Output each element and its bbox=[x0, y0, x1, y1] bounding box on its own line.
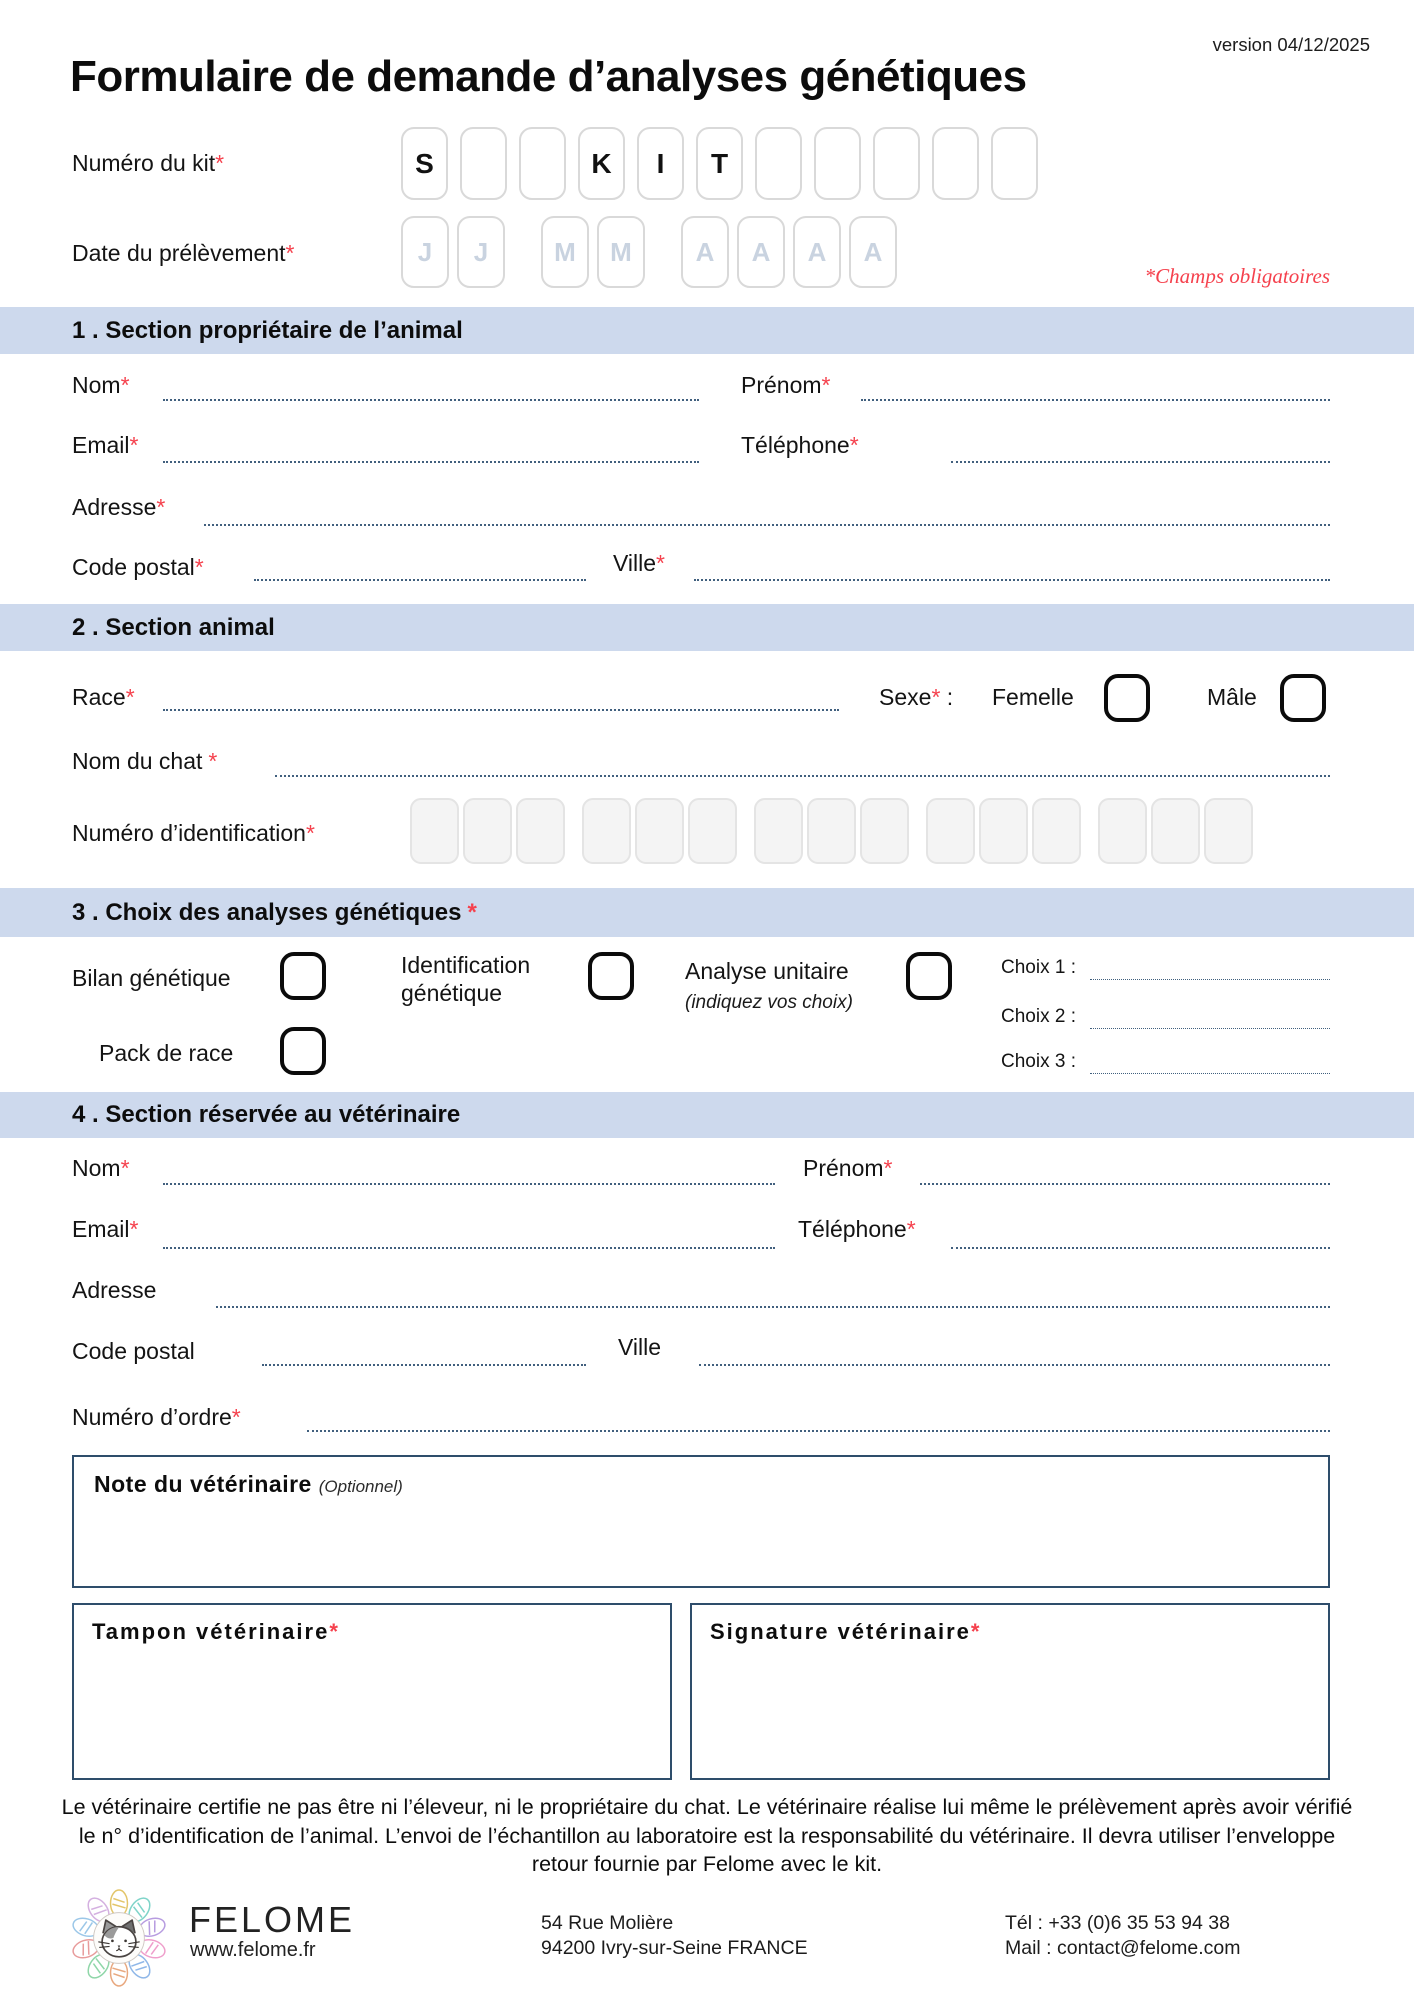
id-cell[interactable] bbox=[410, 798, 459, 864]
sexe-label: Sexe* : bbox=[879, 684, 954, 710]
vet-code-postal-field[interactable] bbox=[262, 1364, 586, 1366]
date-cell-year[interactable]: A bbox=[737, 216, 785, 288]
analyse-unitaire-checkbox[interactable] bbox=[906, 952, 952, 1000]
analyse-unitaire-label: Analyse unitaire bbox=[685, 958, 849, 984]
section-1-title: 1 . Section propriétaire de l’animal bbox=[72, 316, 463, 344]
footer-email: Mail : contact@felome.com bbox=[1005, 1937, 1241, 1959]
nom-chat-label: Nom du chat * bbox=[72, 748, 218, 774]
id-group-5 bbox=[1098, 798, 1253, 864]
num-identification-label: Numéro d’identification* bbox=[72, 820, 315, 846]
kit-number-label: Numéro du kit* bbox=[72, 150, 225, 176]
owner-prenom-field[interactable] bbox=[861, 399, 1330, 401]
id-group-2 bbox=[582, 798, 737, 864]
femelle-label: Femelle bbox=[992, 684, 1074, 710]
race-field[interactable] bbox=[163, 709, 839, 711]
owner-nom-field[interactable] bbox=[163, 399, 699, 401]
owner-ville-field[interactable] bbox=[694, 579, 1330, 581]
choix3-label: Choix 3 : bbox=[1001, 1051, 1076, 1072]
owner-code-postal-field[interactable] bbox=[254, 579, 586, 581]
male-label: Mâle bbox=[1207, 684, 1257, 710]
id-cell[interactable] bbox=[463, 798, 512, 864]
signature-label: Signature vétérinaire* bbox=[710, 1619, 982, 1644]
date-cell-day[interactable]: J bbox=[401, 216, 449, 288]
vet-adresse-label: Adresse bbox=[72, 1277, 157, 1303]
vet-code-postal-label: Code postal bbox=[72, 1338, 195, 1364]
date-cell-month[interactable]: M bbox=[597, 216, 645, 288]
certification-text: Le vétérinaire certifie ne pas être ni l’éleveur, ni le propriétaire du chat. Le vétérinaire réalise lui même le prélèvement après avoir vérifié le n° d’identification de l’animal. L’envoi de l’échantillon au laboratoire est la responsabilité du vétérinaire. Il devra utiliser l’enveloppe retour fournie par Felome avec le kit. bbox=[61, 1795, 1353, 1876]
id-cell[interactable] bbox=[754, 798, 803, 864]
nom-chat-field[interactable] bbox=[275, 775, 1330, 777]
date-cell-year[interactable]: A bbox=[681, 216, 729, 288]
section-4-title: 4 . Section réservée au vétérinaire bbox=[72, 1101, 461, 1128]
vet-nom-field[interactable] bbox=[163, 1183, 775, 1185]
choix1-label: Choix 1 : bbox=[1001, 957, 1076, 978]
kit-cell[interactable]: T bbox=[696, 127, 743, 200]
id-cell[interactable] bbox=[807, 798, 856, 864]
section-4-header bbox=[0, 1092, 1414, 1138]
section-2-title: 2 . Section animal bbox=[72, 613, 275, 641]
vet-telephone-field[interactable] bbox=[951, 1247, 1330, 1249]
kit-cell[interactable] bbox=[991, 127, 1038, 200]
id-group-4 bbox=[926, 798, 1081, 864]
footer-address-line1: 54 Rue Molière bbox=[541, 1912, 674, 1934]
vet-num-ordre-label: Numéro d’ordre* bbox=[72, 1404, 241, 1430]
choix3-field[interactable] bbox=[1090, 1073, 1330, 1074]
analyse-unitaire-hint: (indiquez vos choix) bbox=[685, 992, 853, 1013]
kit-cell[interactable]: I bbox=[637, 127, 684, 200]
id-cell[interactable] bbox=[516, 798, 565, 864]
pack-de-race-label: Pack de race bbox=[99, 1040, 234, 1066]
bilan-genetique-checkbox[interactable] bbox=[280, 952, 326, 1000]
vet-ville-field[interactable] bbox=[699, 1364, 1330, 1366]
kit-cell[interactable] bbox=[814, 127, 861, 200]
vet-email-field[interactable] bbox=[163, 1247, 775, 1249]
owner-email-label: Email* bbox=[72, 432, 139, 458]
vet-email-label: Email* bbox=[72, 1216, 139, 1242]
vet-num-ordre-field[interactable] bbox=[307, 1430, 1330, 1432]
version-label: version 04/12/2025 bbox=[1212, 34, 1370, 55]
date-cell-year[interactable]: A bbox=[849, 216, 897, 288]
owner-adresse-label: Adresse* bbox=[72, 494, 166, 520]
owner-code-postal-label: Code postal* bbox=[72, 554, 204, 580]
kit-number-cells bbox=[401, 127, 1038, 200]
choix2-field[interactable] bbox=[1090, 1028, 1330, 1029]
kit-cell[interactable] bbox=[932, 127, 979, 200]
owner-prenom-label: Prénom* bbox=[741, 372, 831, 398]
date-month-group bbox=[541, 216, 645, 288]
kit-cell[interactable] bbox=[755, 127, 802, 200]
kit-cell[interactable] bbox=[519, 127, 566, 200]
tampon-label: Tampon vétérinaire* bbox=[92, 1619, 340, 1644]
id-cell[interactable] bbox=[635, 798, 684, 864]
vet-prenom-field[interactable] bbox=[920, 1183, 1330, 1185]
date-cell-year[interactable]: A bbox=[793, 216, 841, 288]
section-3-header bbox=[0, 888, 1414, 937]
kit-cell[interactable] bbox=[873, 127, 920, 200]
choix2-label: Choix 2 : bbox=[1001, 1006, 1076, 1027]
bilan-genetique-label: Bilan génétique bbox=[72, 965, 231, 991]
brand-name: FELOME bbox=[189, 1899, 356, 1940]
kit-cell[interactable]: S bbox=[401, 127, 448, 200]
felome-logo bbox=[72, 1888, 166, 1988]
sampling-date-cells bbox=[401, 216, 897, 288]
id-cell[interactable] bbox=[1151, 798, 1200, 864]
date-cell-month[interactable]: M bbox=[541, 216, 589, 288]
footer-phone: Tél : +33 (0)6 35 53 94 38 bbox=[1005, 1912, 1230, 1934]
section-1-header bbox=[0, 307, 1414, 354]
vet-nom-label: Nom* bbox=[72, 1155, 130, 1181]
page-title: Formulaire de demande d’analyses génétiques bbox=[70, 52, 1027, 101]
vet-adresse-field[interactable] bbox=[216, 1306, 1330, 1308]
femelle-checkbox[interactable] bbox=[1104, 674, 1150, 722]
kit-cell[interactable] bbox=[460, 127, 507, 200]
owner-nom-label: Nom* bbox=[72, 372, 130, 398]
owner-ville-label: Ville* bbox=[613, 550, 665, 576]
owner-telephone-field[interactable] bbox=[951, 461, 1330, 463]
vet-note-label: Note du vétérinaire (Optionnel) bbox=[94, 1471, 403, 1497]
required-fields-note: *Champs obligatoires bbox=[1144, 264, 1330, 288]
race-label: Race* bbox=[72, 684, 135, 710]
sampling-date-label: Date du prélèvement* bbox=[72, 240, 295, 266]
owner-email-field[interactable] bbox=[163, 461, 699, 463]
pack-de-race-checkbox[interactable] bbox=[280, 1027, 326, 1075]
vet-note-optional: (Optionnel) bbox=[318, 1477, 403, 1496]
num-identification-cells bbox=[410, 798, 1253, 864]
footer-address-line2: 94200 Ivry-sur-Seine FRANCE bbox=[541, 1937, 808, 1959]
id-group-1 bbox=[410, 798, 565, 864]
male-checkbox[interactable] bbox=[1280, 674, 1326, 722]
owner-adresse-field[interactable] bbox=[204, 524, 1330, 526]
id-cell[interactable] bbox=[926, 798, 975, 864]
id-cell[interactable] bbox=[1204, 798, 1253, 864]
identification-genetique-label: Identification génétique bbox=[401, 952, 531, 1006]
date-year-group bbox=[681, 216, 897, 288]
id-group-3 bbox=[754, 798, 909, 864]
vet-prenom-label: Prénom* bbox=[803, 1155, 893, 1181]
choix1-field[interactable] bbox=[1090, 979, 1330, 980]
kit-cell[interactable]: K bbox=[578, 127, 625, 200]
identification-genetique-checkbox[interactable] bbox=[588, 952, 634, 1000]
id-cell[interactable] bbox=[582, 798, 631, 864]
section-2-header bbox=[0, 604, 1414, 651]
tampon-box[interactable] bbox=[72, 1603, 672, 1780]
id-cell[interactable] bbox=[688, 798, 737, 864]
id-cell[interactable] bbox=[860, 798, 909, 864]
section-3-title: 3 . Choix des analyses génétiques * bbox=[72, 898, 477, 926]
date-cell-day[interactable]: J bbox=[457, 216, 505, 288]
date-day-group bbox=[401, 216, 505, 288]
vet-note-box[interactable] bbox=[72, 1455, 1330, 1588]
owner-telephone-label: Téléphone* bbox=[741, 432, 859, 458]
vet-ville-label: Ville bbox=[618, 1334, 662, 1360]
brand-website: www.felome.fr bbox=[190, 1939, 316, 1961]
signature-box[interactable] bbox=[690, 1603, 1330, 1780]
id-cell[interactable] bbox=[1098, 798, 1147, 864]
vet-telephone-label: Téléphone* bbox=[798, 1216, 916, 1242]
id-cell[interactable] bbox=[1032, 798, 1081, 864]
id-cell[interactable] bbox=[979, 798, 1028, 864]
